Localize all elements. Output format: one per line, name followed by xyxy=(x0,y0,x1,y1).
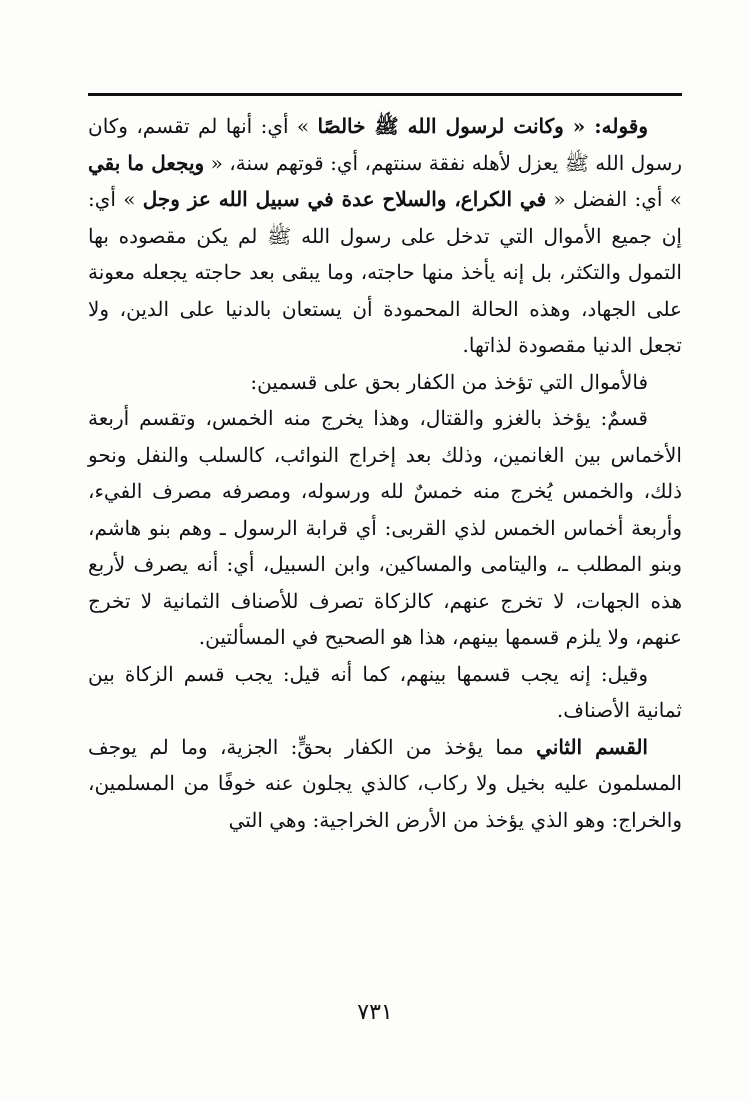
bold-text-run: في الكراع، والسلاح عدة في سبيل الله عز وجل xyxy=(142,187,547,211)
bold-text-run: وقوله: « xyxy=(572,114,649,138)
text-run: » أي: أنها لم تقسم، وكان رسول الله ﷺ يعزل لأهله نفقة سنتهم، أي: قوتهم سنة، « xyxy=(88,114,682,175)
paragraph xyxy=(88,400,682,656)
paragraph xyxy=(88,729,682,839)
body-text xyxy=(88,108,682,838)
paragraph xyxy=(88,656,682,729)
bold-text-run: ويجعل ما بقي xyxy=(88,150,205,175)
text-run: مما يؤخذ من الكفار بحقٍّ: الجزية، وما لم يوجف المسلمون عليه بخيل ولا ركاب، كالذي يجلون عنه خوفًا من المسلمين، والخراج: وهو الذي يؤخذ من الأرض الخراجية: وهي التي xyxy=(88,734,682,832)
paragraph xyxy=(88,108,682,364)
text-run: وقيل: إنه يجب قسمها بينهم، كما أنه قيل: يجب قسم الزكاة بين ثمانية الأصناف. xyxy=(88,661,682,722)
text-run: قسمٌ: يؤخذ بالغزو والقتال، وهذا يخرج منه الخمس، وتقسم أربعة الأخماس بين الغانمين، وذلك بعد إخراج النوائب، كالسلب والنفل ونحو ذلك، والخمس يُخرج منه خمسٌ لله ورسوله، ومصرفه مصرف الفيء، وأربعة أخماس الخمس لذي القربى: أي قرابة الرسول ـ وهم بنو هاشم، وبنو المطلب ـ، واليتامى والمساكين، وابن السبيل، أي: أنه يصرف لأربع هذه الجهات، لا تخرج عنهم، كالزكاة تصرف للأصناف الثمانية لا تخرج عنهم، ولا يلزم قسمها بينهم، هذا هو الصحيح في المسألتين. xyxy=(88,406,682,649)
bold-text-run: وكانت لرسول الله ﷺ خالصًا xyxy=(317,114,573,138)
text-run: » أي: إن جميع الأموال التي تدخل على رسول الله ﷺ لم يكن مقصوده بها التمول والتكثر، بل إنه يأخذ منها حاجته، وما يبقى بعد حاجته يجعله معونة على الجهاد، وهذه الحالة المحمودة أن يستعان بالدنيا على الدين، ولا تجعل الدنيا مقصودة لذاتها. xyxy=(88,187,682,357)
text-run: فالأموال التي تؤخذ من الكفار بحق على قسمين: xyxy=(250,369,648,394)
page-number: ٧٣١ xyxy=(357,1000,393,1025)
bold-text-run: القسم الثاني xyxy=(536,734,648,759)
header-rule xyxy=(88,93,682,96)
paragraph xyxy=(88,364,682,401)
text-run: » أي: الفضل « xyxy=(546,187,682,211)
